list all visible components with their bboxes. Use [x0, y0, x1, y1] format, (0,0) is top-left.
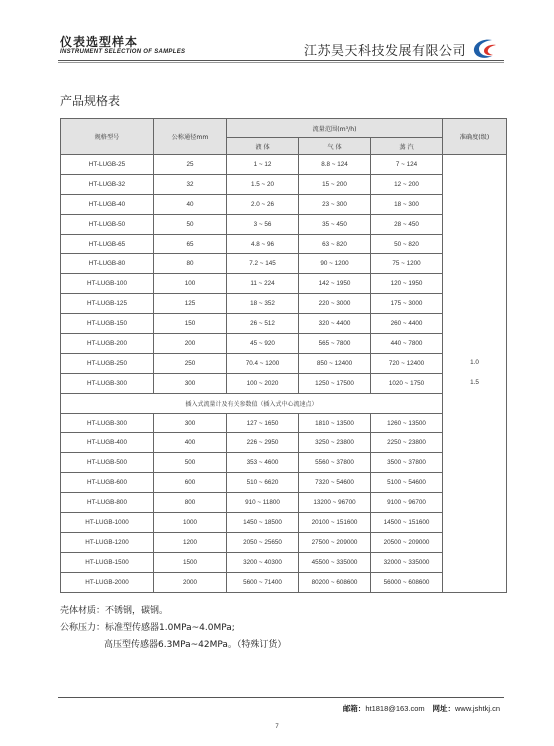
cell-model: HT-LUGB-25	[61, 155, 154, 175]
cell-gas: 13200 ~ 96700	[299, 493, 371, 513]
note-pressure: 公称压力：标准型传感器1.0MPa~4.0MPa;	[60, 623, 235, 633]
email-link[interactable]: ht1818@163.com	[365, 704, 425, 713]
cell-steam: 5100 ~ 54600	[371, 473, 443, 493]
table-row	[61, 155, 507, 175]
cell-model: HT-LUGB-1200	[61, 532, 154, 552]
cell-liquid: 100 ~ 2020	[227, 373, 299, 393]
cell-liquid: 3200 ~ 40300	[227, 552, 299, 572]
cell-gas: 15 ~ 200	[299, 174, 371, 194]
table-row	[61, 513, 507, 533]
cell-dn: 2000	[154, 572, 227, 592]
cell-gas: 320 ~ 4400	[299, 314, 371, 334]
accuracy-value: 1.0	[470, 359, 479, 367]
cell-dn: 32	[154, 174, 227, 194]
cell-dn: 600	[154, 473, 227, 493]
cell-dn: 1200	[154, 532, 227, 552]
cell-steam: 50 ~ 820	[371, 234, 443, 254]
cell-dn: 1000	[154, 513, 227, 533]
table-row	[61, 453, 507, 473]
cell-steam: 720 ~ 12400	[371, 353, 443, 373]
insert-note-row	[61, 393, 507, 413]
cell-dn: 400	[154, 433, 227, 453]
table-row	[61, 552, 507, 572]
cell-liquid: 5600 ~ 71400	[227, 572, 299, 592]
spec-table	[60, 118, 507, 593]
cell-gas: 90 ~ 1200	[299, 254, 371, 274]
email-label: 邮箱：	[342, 704, 366, 713]
cell-gas: 63 ~ 820	[299, 234, 371, 254]
cell-model: HT-LUGB-2000	[61, 572, 154, 592]
cell-gas: 45500 ~ 335000	[299, 552, 371, 572]
company-logo-icon	[470, 37, 498, 61]
cell-dn: 125	[154, 294, 227, 314]
site-label: 网址：	[432, 704, 455, 713]
note-pressure-high: 高压型传感器6.3MPa~42MPa。（特殊订货）	[104, 640, 287, 650]
cell-gas: 1810 ~ 13500	[299, 413, 371, 433]
cell-steam: 1260 ~ 13500	[371, 413, 443, 433]
header-title-cn: 仪表选型样本	[60, 35, 139, 49]
cell-steam: 120 ~ 1950	[371, 274, 443, 294]
header-title-en: INSTRUMENT SELECTION OF SAMPLES	[60, 49, 186, 55]
col-header-gas: 气 体	[299, 138, 371, 155]
table-row	[61, 433, 507, 453]
table-row	[61, 473, 507, 493]
cell-model: HT-LUGB-250	[61, 353, 154, 373]
cell-liquid: 2.0 ~ 26	[227, 194, 299, 214]
cell-dn: 50	[154, 214, 227, 234]
cell-liquid: 45 ~ 920	[227, 334, 299, 354]
header-rule	[58, 60, 504, 61]
header-rule-thin	[58, 62, 504, 63]
cell-steam: 9100 ~ 96700	[371, 493, 443, 513]
cell-dn: 500	[154, 453, 227, 473]
cell-liquid: 3 ~ 56	[227, 214, 299, 234]
company-name: 江苏昊天科技发展有限公司	[303, 43, 466, 59]
table-row	[61, 373, 507, 393]
cell-steam: 20500 ~ 209000	[371, 532, 443, 552]
cell-model: HT-LUGB-50	[61, 214, 154, 234]
cell-dn: 40	[154, 194, 227, 214]
cell-gas: 80200 ~ 608600	[299, 572, 371, 592]
cell-steam: 260 ~ 4400	[371, 314, 443, 334]
col-header-steam: 蒸 汽	[371, 138, 443, 155]
cell-model: HT-LUGB-500	[61, 453, 154, 473]
cell-model: HT-LUGB-1500	[61, 552, 154, 572]
cell-dn: 200	[154, 334, 227, 354]
cell-dn: 1500	[154, 552, 227, 572]
table-row	[61, 254, 507, 274]
page-number: 7	[275, 724, 279, 730]
table-row	[61, 194, 507, 214]
cell-gas: 220 ~ 3000	[299, 294, 371, 314]
cell-dn: 25	[154, 155, 227, 175]
cell-steam: 56000 ~ 608600	[371, 572, 443, 592]
cell-liquid: 510 ~ 6620	[227, 473, 299, 493]
cell-steam: 2250 ~ 23800	[371, 433, 443, 453]
cell-gas: 23 ~ 300	[299, 194, 371, 214]
table-row	[61, 314, 507, 334]
cell-liquid: 26 ~ 512	[227, 314, 299, 334]
section-title: 产品规格表	[60, 94, 121, 108]
footer-rule	[58, 697, 504, 698]
cell-gas: 27500 ~ 209000	[299, 532, 371, 552]
cell-steam: 14500 ~ 151600	[371, 513, 443, 533]
cell-gas: 142 ~ 1950	[299, 274, 371, 294]
cell-model: HT-LUGB-400	[61, 433, 154, 453]
cell-liquid: 127 ~ 1650	[227, 413, 299, 433]
cell-model: HT-LUGB-150	[61, 314, 154, 334]
cell-dn: 800	[154, 493, 227, 513]
cell-steam: 7 ~ 124	[371, 155, 443, 175]
col-header-dn: 公称通径mm	[154, 119, 227, 155]
cell-model: HT-LUGB-32	[61, 174, 154, 194]
cell-model: HT-LUGB-65	[61, 234, 154, 254]
header-title-block	[60, 36, 185, 56]
cell-dn: 80	[154, 254, 227, 274]
cell-liquid: 1.5 ~ 20	[227, 174, 299, 194]
cell-model: HT-LUGB-600	[61, 473, 154, 493]
cell-model: HT-LUGB-80	[61, 254, 154, 274]
table-row	[61, 274, 507, 294]
note-material: 壳体材质：不锈钢，碳钢。	[60, 606, 169, 616]
cell-steam: 28 ~ 450	[371, 214, 443, 234]
cell-gas: 20100 ~ 151600	[299, 513, 371, 533]
cell-steam: 32000 ~ 335000	[371, 552, 443, 572]
cell-model: HT-LUGB-200	[61, 334, 154, 354]
cell-dn: 250	[154, 353, 227, 373]
col-header-model: 规格型号	[61, 119, 154, 155]
cell-model: HT-LUGB-1000	[61, 513, 154, 533]
cell-steam: 440 ~ 7800	[371, 334, 443, 354]
col-header-flow: 流量范围(m³/h)	[227, 119, 443, 138]
cell-liquid: 2050 ~ 25650	[227, 532, 299, 552]
table-row	[61, 214, 507, 234]
cell-liquid: 1450 ~ 18500	[227, 513, 299, 533]
cell-gas: 5560 ~ 37800	[299, 453, 371, 473]
cell-gas: 7320 ~ 54600	[299, 473, 371, 493]
table-row	[61, 413, 507, 433]
cell-gas: 1250 ~ 17500	[299, 373, 371, 393]
cell-dn: 300	[154, 373, 227, 393]
header-company-block	[304, 37, 498, 61]
cell-steam: 175 ~ 3000	[371, 294, 443, 314]
cell-gas: 8.8 ~ 124	[299, 155, 371, 175]
accuracy-value: 1.5	[470, 379, 479, 387]
cell-model: HT-LUGB-300	[61, 413, 154, 433]
table-row	[61, 353, 507, 373]
cell-liquid: 7.2 ~ 145	[227, 254, 299, 274]
cell-liquid: 1 ~ 12	[227, 155, 299, 175]
table-row	[61, 294, 507, 314]
cell-liquid: 18 ~ 352	[227, 294, 299, 314]
notes-block	[60, 603, 286, 654]
cell-model: HT-LUGB-300	[61, 373, 154, 393]
cell-steam: 18 ~ 300	[371, 194, 443, 214]
insert-note: 插入式流量计及有关参数值（插入式中心流速点）	[61, 393, 443, 413]
cell-liquid: 4.8 ~ 96	[227, 234, 299, 254]
cell-dn: 65	[154, 234, 227, 254]
table-row	[61, 572, 507, 592]
cell-model: HT-LUGB-100	[61, 274, 154, 294]
cell-steam: 3500 ~ 37800	[371, 453, 443, 473]
site-link[interactable]: www.jshtkj.cn	[454, 704, 500, 713]
cell-liquid: 910 ~ 11800	[227, 493, 299, 513]
table-row	[61, 174, 507, 194]
cell-model: HT-LUGB-125	[61, 294, 154, 314]
cell-gas: 850 ~ 12400	[299, 353, 371, 373]
cell-liquid: 70.4 ~ 1200	[227, 353, 299, 373]
cell-gas: 3250 ~ 23800	[299, 433, 371, 453]
cell-liquid: 353 ~ 4600	[227, 453, 299, 473]
cell-gas: 565 ~ 7800	[299, 334, 371, 354]
footer-contact	[343, 703, 500, 714]
table-row	[61, 532, 507, 552]
cell-steam: 12 ~ 200	[371, 174, 443, 194]
cell-model: HT-LUGB-800	[61, 493, 154, 513]
cell-liquid: 226 ~ 2950	[227, 433, 299, 453]
cell-model: HT-LUGB-40	[61, 194, 154, 214]
cell-dn: 300	[154, 413, 227, 433]
col-header-liquid: 液 体	[227, 138, 299, 155]
cell-dn: 100	[154, 274, 227, 294]
cell-liquid: 11 ~ 224	[227, 274, 299, 294]
table-row	[61, 493, 507, 513]
cell-steam: 75 ~ 1200	[371, 254, 443, 274]
cell-dn: 150	[154, 314, 227, 334]
accuracy-cell	[443, 155, 507, 593]
table-row	[61, 234, 507, 254]
table-row	[61, 334, 507, 354]
cell-gas: 35 ~ 450	[299, 214, 371, 234]
cell-steam: 1020 ~ 1750	[371, 373, 443, 393]
col-header-accuracy: 准确度(级)	[443, 119, 507, 155]
